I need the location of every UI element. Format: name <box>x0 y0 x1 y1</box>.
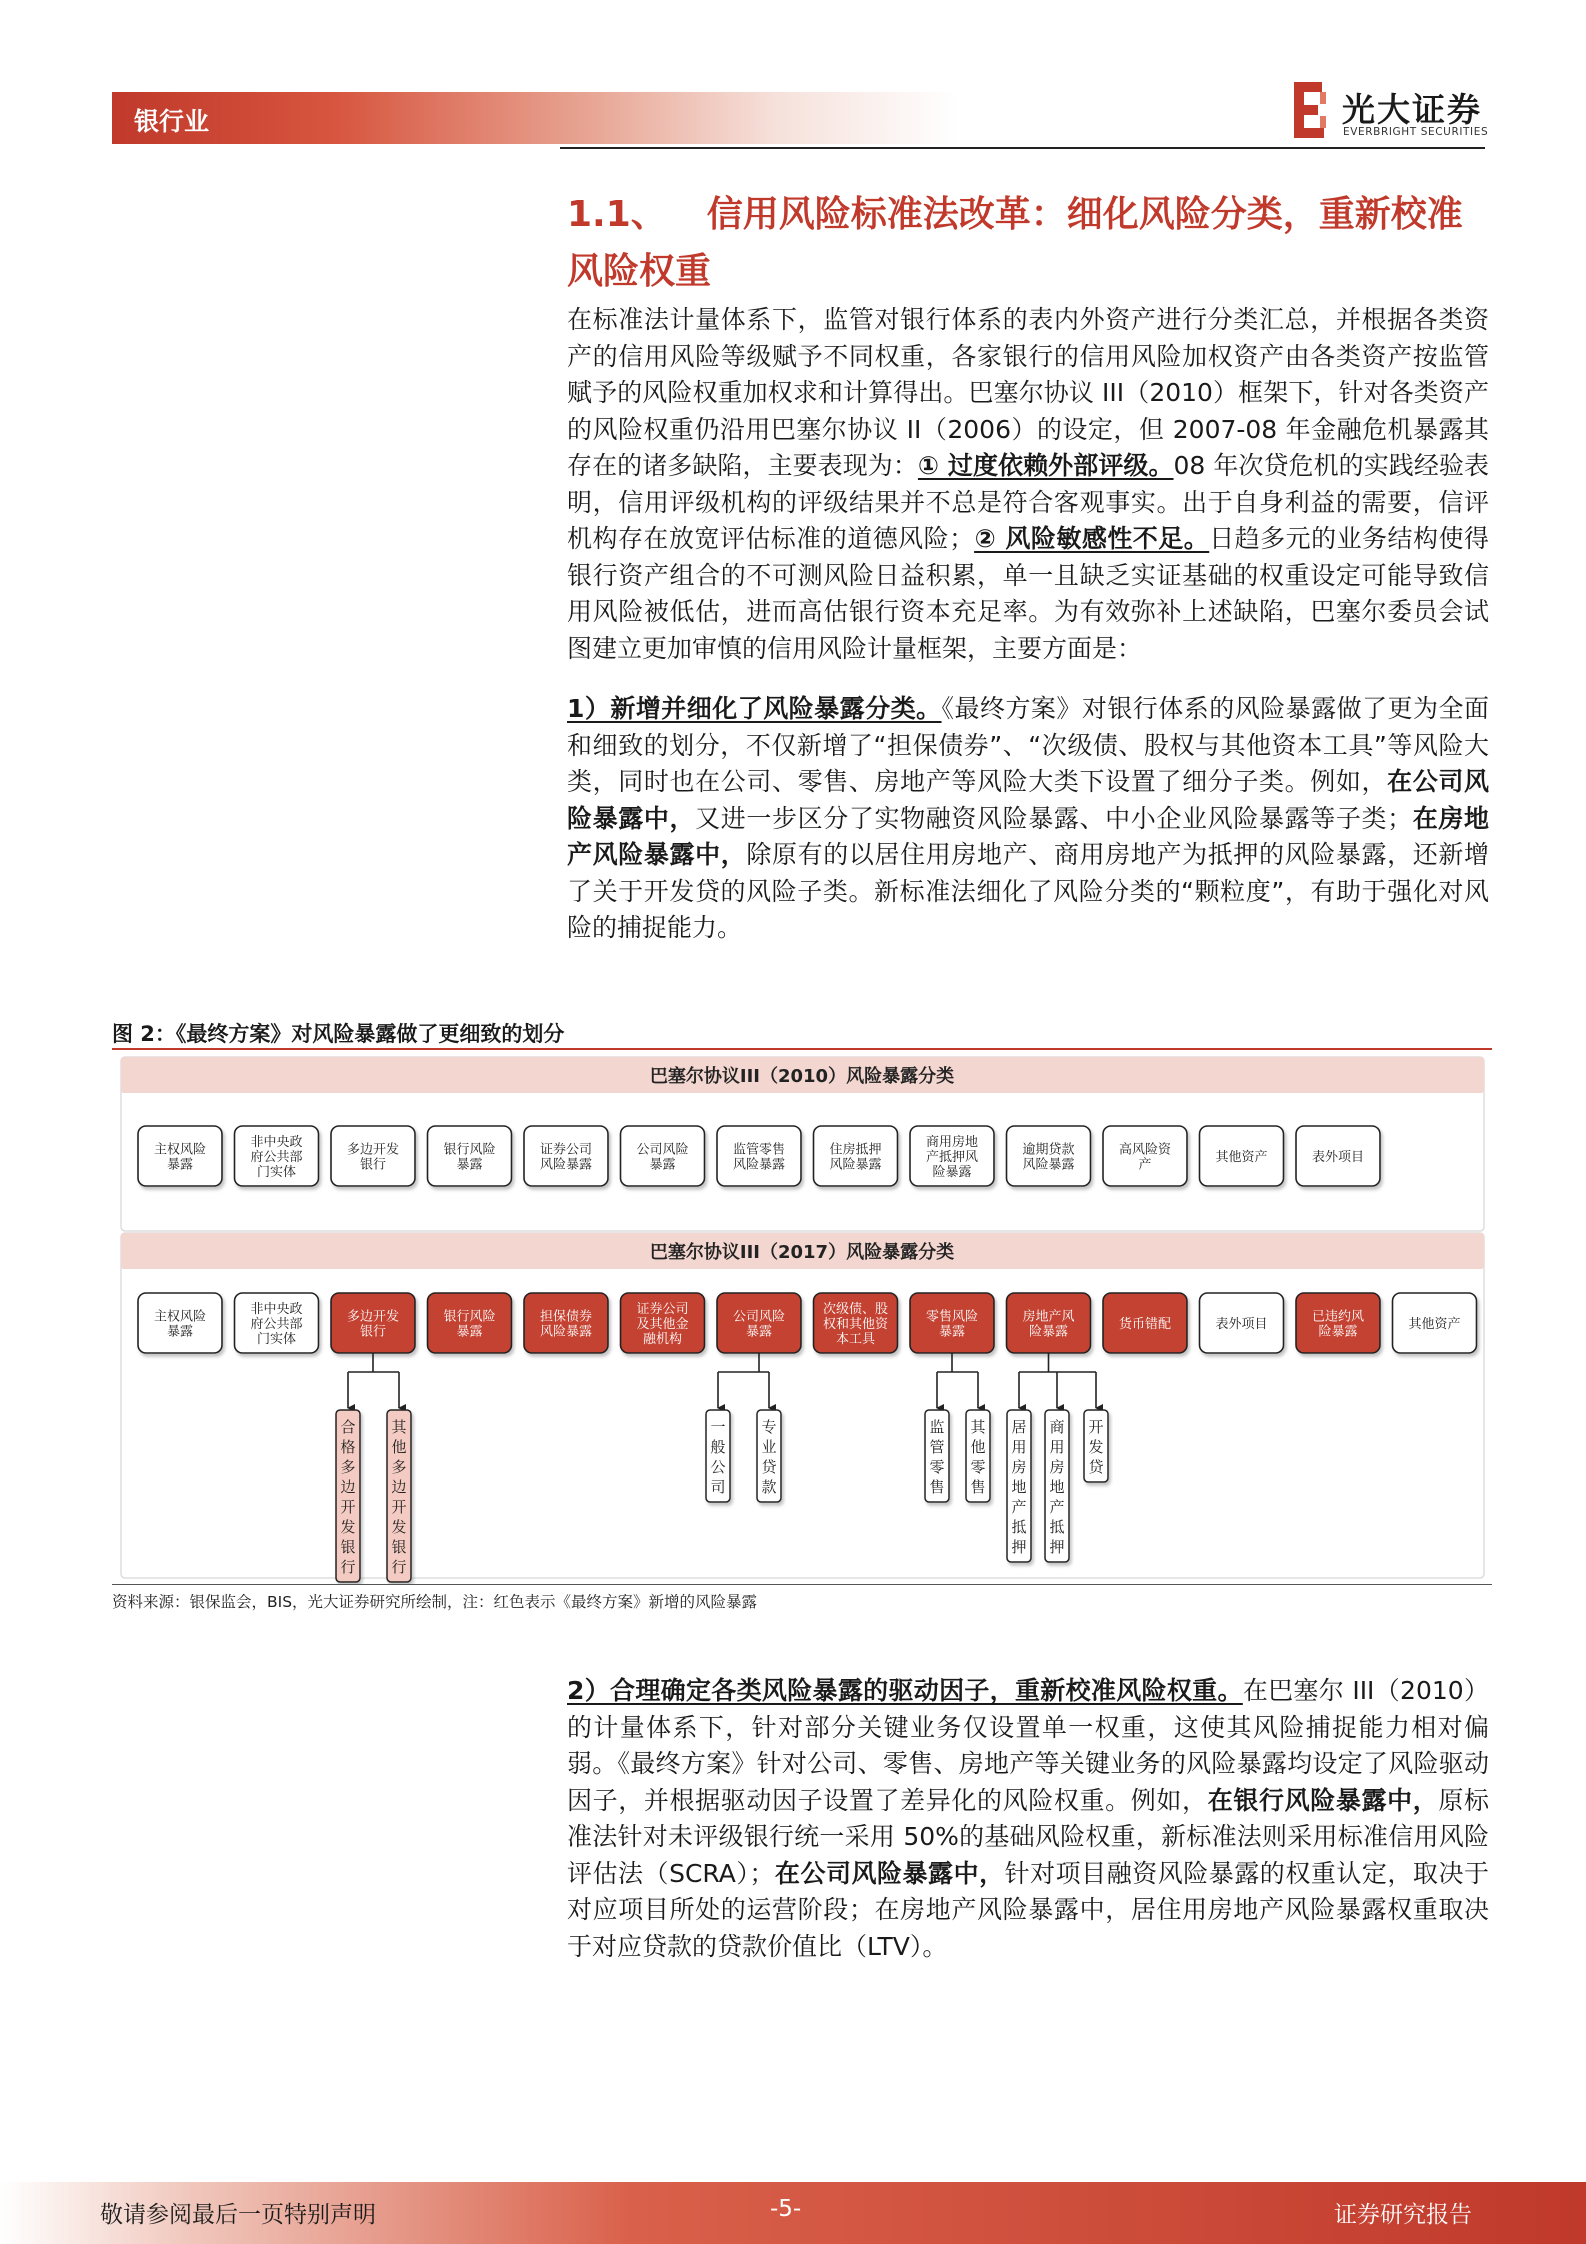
row-2017-box-label: 暴露 <box>456 1324 483 1340</box>
p1-bold-1: ① 过度依赖外部评级。 <box>917 451 1174 480</box>
row-2010-box-label: 多边开发 <box>346 1142 400 1158</box>
row-2010-box <box>331 1126 415 1186</box>
row-2010-box-label: 门实体 <box>256 1165 297 1180</box>
figure-title: 图 2：《最终方案》对风险暴露做了更细致的划分 <box>112 1022 565 1046</box>
row-2010-box-label: 证券公司 <box>539 1142 593 1158</box>
row-2010-box-label: 住房抵押 <box>829 1142 882 1158</box>
row-2017-box-label: 其他资产 <box>1408 1317 1461 1332</box>
figure-diagram <box>112 1050 1492 1584</box>
row-2010-box <box>910 1126 994 1186</box>
row-2017-box-label: 多边开发 <box>346 1309 400 1325</box>
row-2017-box-label: 次级债、股 <box>822 1302 889 1317</box>
row-2017-box <box>428 1293 512 1353</box>
row-2017-box-label: 本工具 <box>835 1332 876 1347</box>
row-2010-box-label: 公司风险 <box>636 1142 689 1158</box>
row-2010-box-label: 风险暴露 <box>829 1157 882 1173</box>
p3-bold-2: 在银行风险暴露中， <box>1207 1785 1439 1815</box>
row-2017-box-label: 货币错配 <box>1118 1317 1172 1332</box>
section-2017-frame <box>121 1233 1484 1578</box>
row-2010-box-label: 监管零售 <box>732 1142 786 1158</box>
row-2010-box-label: 暴露 <box>166 1157 194 1173</box>
row-2010-box-label: 风险暴露 <box>732 1157 786 1173</box>
row-2017-box-label: 险暴露 <box>1318 1324 1358 1340</box>
row-2010-box-label: 风险暴露 <box>539 1157 593 1173</box>
paragraph-3 <box>567 1673 1489 1965</box>
paragraph-2 <box>567 691 1489 947</box>
sub-category-char: 款 <box>761 1478 777 1496</box>
heading-text: 信用风险标准法改革：细化风险分类，重新校准风险权重 <box>567 194 1463 292</box>
row-2017-box <box>1296 1293 1380 1353</box>
row-2010-box-label: 险暴露 <box>932 1165 972 1180</box>
row-2010-box-label: 产 <box>1138 1157 1152 1173</box>
row-2017-box <box>235 1293 319 1353</box>
sub-category-char: 格 <box>340 1438 356 1456</box>
p2-text-3: 除原有的以居住用房地产、商用房地产为抵押的风险暴露，还新增了关于开发贷的风险子类。新标准法细化了风险分类的“颗粒度”，有助于强化对风险的捕捉能力。 <box>567 840 1489 942</box>
p3-bold-3: 在公司风险暴露中， <box>774 1858 1005 1888</box>
sub-category-box <box>336 1410 360 1582</box>
sub-category-char: 房 <box>1049 1458 1065 1476</box>
p2-bold-2: 在公司风险暴露中， <box>567 767 1489 833</box>
row-2017-box <box>1393 1293 1477 1353</box>
sub-category-char: 贷 <box>761 1458 777 1476</box>
sub-category-char: 合 <box>340 1418 356 1436</box>
sub-category-box <box>1045 1410 1069 1562</box>
row-2017-box <box>621 1293 705 1353</box>
sub-category-char: 他 <box>970 1438 986 1456</box>
row-2017-box <box>524 1293 608 1353</box>
sub-category-char: 发 <box>1088 1438 1104 1456</box>
sub-category-char: 其 <box>391 1418 407 1436</box>
banner-2017-label: 巴塞尔协议III（2017）风险暴露分类 <box>649 1242 955 1263</box>
heading-number: 1.1、 <box>567 194 667 235</box>
page-number: -5- <box>770 2196 802 2222</box>
logo-text-en: EVERBRIGHT SECURITIES <box>1343 126 1489 138</box>
row-2017-box-label: 府公共部 <box>250 1317 303 1332</box>
row-2017-box <box>910 1293 994 1353</box>
row-2010-box-label: 银行 <box>359 1157 387 1173</box>
sub-category-char: 行 <box>340 1558 356 1576</box>
row-2017-box <box>717 1293 801 1353</box>
banner-2010-label: 巴塞尔协议III（2010）风险暴露分类 <box>649 1066 955 1087</box>
row-2010-box <box>1296 1126 1380 1186</box>
sub-category-char: 抵 <box>1049 1518 1065 1536</box>
row-2017-box-label: 已违约风 <box>1311 1309 1365 1325</box>
row-2010-box-label: 暴露 <box>456 1157 483 1173</box>
header-rule <box>560 147 1485 149</box>
sub-category-char: 般 <box>710 1438 726 1456</box>
row-2010-box-label: 表外项目 <box>1311 1150 1365 1165</box>
row-2010-box <box>1200 1126 1284 1186</box>
sub-category-char: 售 <box>929 1478 945 1496</box>
sub-category-char: 零 <box>929 1458 945 1476</box>
p2-bold-3: 在房地产风险暴露中， <box>567 803 1489 869</box>
sub-category-char: 其 <box>970 1418 986 1436</box>
sub-category-char: 地 <box>1049 1478 1065 1496</box>
row-2010-box-label: 高风险资 <box>1118 1142 1172 1158</box>
row-2017-box <box>814 1293 898 1353</box>
p1-bold-2: ② 风险敏感性不足。 <box>974 524 1210 553</box>
row-2017-box-label: 及其他金 <box>636 1317 689 1332</box>
row-2017-box-label: 暴露 <box>938 1324 966 1340</box>
sub-category-box <box>706 1410 730 1502</box>
row-2017-box-label: 零售风险 <box>925 1309 979 1325</box>
p2-bold-1: 1）新增并细化了风险暴露分类。 <box>567 694 942 723</box>
sub-category-char: 行 <box>391 1558 407 1576</box>
sub-category-char: 他 <box>391 1438 407 1456</box>
figure-bottom-rule <box>112 1584 1492 1585</box>
row-2010-box <box>235 1126 319 1186</box>
row-2017-box-label: 暴露 <box>745 1324 773 1340</box>
sub-category-char: 开 <box>391 1498 407 1516</box>
sub-category-char: 开 <box>1088 1418 1104 1436</box>
header-band <box>112 92 1120 144</box>
sub-category-char: 用 <box>1049 1438 1065 1456</box>
sub-category-box <box>966 1410 990 1502</box>
sub-category-box <box>387 1410 411 1582</box>
sub-category-char: 产 <box>1049 1498 1065 1516</box>
row-2010-box-label: 逾期贷款 <box>1022 1142 1075 1158</box>
row-2017-box-label: 门实体 <box>256 1332 297 1347</box>
sub-category-char: 管 <box>929 1438 945 1456</box>
p1-text-1: 在标准法计量体系下，监管对银行体系的表内外资产进行分类汇总，并根据各类资产的信用风险等级赋予不同权重，各家银行的信用风险加权资产由各类资产按监管赋予的风险权重加权求和计算得出。巴塞尔协议 III（2010）框架下，针对各类资产的风险权重仍沿用巴塞尔协议 II（2006）的设定，但 2007-08 年金融危机暴露其存在的诸多缺陷，主要表现为： <box>567 305 1489 480</box>
row-2017-box <box>1103 1293 1187 1353</box>
row-2010-box-label: 府公共部 <box>250 1150 303 1165</box>
sub-category-char: 售 <box>970 1478 986 1496</box>
sub-category-char: 开 <box>340 1498 356 1516</box>
row-2010-box-label: 商用房地 <box>925 1135 979 1150</box>
sub-category-char: 公 <box>710 1458 726 1476</box>
p1-text-2: 08 年次贷危机的实践经验表明，信用评级机构的评级结果并不总是符合客观事实。出于自身利益的需要，信评机构存在放宽评估标准的道德风险； <box>567 451 1489 553</box>
section-heading <box>567 186 1497 300</box>
row-2017-box-label: 权和其他资 <box>822 1317 889 1332</box>
sub-category-char: 多 <box>340 1458 356 1476</box>
sub-category-char: 发 <box>391 1518 407 1536</box>
row-2010-box <box>1103 1126 1187 1186</box>
p3-text-1: 在巴塞尔 III（2010）的计量体系下，针对部分关键业务仅设置单一权重，这使其风险捕捉能力相对偏弱。《最终方案》针对公司、零售、房地产等关键业务的风险暴露均设定了风险驱动因子，并根据驱动因子设置了差异化的风险权重。例如， <box>567 1676 1489 1815</box>
sub-category-char: 房 <box>1011 1458 1027 1476</box>
sub-category-char: 司 <box>710 1478 726 1496</box>
sub-category-char: 边 <box>340 1478 356 1496</box>
sub-category-box <box>757 1410 781 1502</box>
section-label: 银行业 <box>134 107 210 136</box>
p3-text-2: 原标准法针对未评级银行统一采用 50%的基础风险权重，新标准法则采用标准信用风险评估法（SCRA）； <box>567 1785 1489 1888</box>
row-2017-box-label: 主权风险 <box>153 1309 207 1325</box>
row-2010-box-label: 暴露 <box>649 1157 676 1173</box>
logo-text-cn: 光大证券 <box>1342 90 1482 129</box>
row-2017-box <box>331 1293 415 1353</box>
sub-category-char: 边 <box>391 1478 407 1496</box>
sub-category-char: 商 <box>1049 1418 1065 1436</box>
p2-text-1: 《最终方案》对银行体系的风险暴露做了更为全面和细致的划分，不仅新增了“担保债券”、“次级债、股权与其他资本工具”等风险大类，同时也在公司、零售、房地产等风险大类下设置了细分子类。例如， <box>567 694 1489 796</box>
logo-icon <box>1292 80 1328 140</box>
sub-category-char: 专 <box>761 1418 777 1436</box>
row-2017-box-label: 非中央政 <box>250 1302 303 1317</box>
sub-category-char: 业 <box>761 1438 777 1456</box>
p3-bold-1: 2）合理确定各类风险暴露的驱动因子，重新校准风险权重。 <box>567 1676 1243 1705</box>
sub-category-box <box>1084 1410 1108 1482</box>
row-2010-box-label: 风险暴露 <box>1022 1157 1075 1173</box>
sub-category-char: 银 <box>340 1538 356 1556</box>
sub-category-char: 地 <box>1011 1478 1027 1496</box>
sub-category-char: 贷 <box>1088 1458 1104 1476</box>
sub-category-char: 银 <box>391 1538 407 1556</box>
row-2010-box <box>1007 1126 1091 1186</box>
sub-category-char: 押 <box>1049 1538 1065 1556</box>
row-2017-box-label: 证券公司 <box>636 1302 689 1317</box>
footer-disclaimer: 敬请参阅最后一页特别声明 <box>100 2202 376 2228</box>
paragraph-1 <box>567 302 1489 667</box>
row-2017-box-label: 银行 <box>359 1324 387 1340</box>
row-2017-box-label: 表外项目 <box>1215 1317 1268 1332</box>
sub-category-char: 用 <box>1011 1438 1027 1456</box>
row-2010-box-label: 非中央政 <box>250 1135 303 1150</box>
footer-report-type: 证券研究报告 <box>1334 2202 1472 2228</box>
sub-category-box <box>1007 1410 1031 1562</box>
p1-text-3: 日趋多元的业务结构使得银行资产组合的不可测风险日益积累，单一且缺乏实证基础的权重设定可能导致信用风险被低估，进而高估银行资本充足率。为有效弥补上述缺陷，巴塞尔委员会试图建立更加审慎的信用风险计量框架，主要方面是： <box>567 524 1489 663</box>
row-2010-box <box>524 1126 608 1186</box>
sub-category-char: 零 <box>970 1458 986 1476</box>
row-2017-box-label: 风险暴露 <box>539 1324 593 1340</box>
row-2017-box-label: 房地产风 <box>1022 1309 1075 1325</box>
row-2017-box-label: 银行风险 <box>443 1309 496 1325</box>
row-2017-box <box>138 1293 222 1353</box>
row-2010-box <box>717 1126 801 1186</box>
sub-category-char: 监 <box>929 1418 945 1436</box>
sub-category-char: 居 <box>1011 1418 1027 1436</box>
row-2017-box-label: 险暴露 <box>1028 1324 1069 1340</box>
sub-category-char: 多 <box>391 1458 407 1476</box>
sub-category-box <box>925 1410 949 1502</box>
p3-text-3: 针对项目融资风险暴露的权重认定，取决于对应项目所处的运营阶段；在房地产风险暴露中，居住用房地产风险暴露权重取决于对应贷款的贷款价值比（LTV）。 <box>567 1858 1489 1961</box>
row-2010-box-label: 银行风险 <box>443 1142 496 1158</box>
row-2017-box <box>1007 1293 1091 1353</box>
p2-text-2: 又进一步区分了实物融资风险暴露、中小企业风险暴露等子类； <box>695 803 1413 833</box>
row-2010-box <box>621 1126 705 1186</box>
row-2010-box <box>428 1126 512 1186</box>
row-2010-box-label: 产抵押风 <box>925 1150 979 1165</box>
row-2017-box-label: 公司风险 <box>732 1309 786 1325</box>
row-2010-box <box>138 1126 222 1186</box>
sub-category-char: 押 <box>1011 1538 1027 1556</box>
row-2017-box-label: 担保债券 <box>539 1309 593 1325</box>
row-2010-box <box>814 1126 898 1186</box>
row-2017-box-label: 融机构 <box>642 1332 683 1347</box>
row-2010-box-label: 其他资产 <box>1215 1150 1268 1165</box>
row-2010-box-label: 主权风险 <box>153 1142 207 1158</box>
sub-category-char: 发 <box>340 1518 356 1536</box>
row-2017-box <box>1200 1293 1284 1353</box>
figure-source: 资料来源：银保监会，BIS，光大证券研究所绘制，注：红色表示《最终方案》新增的风险暴露 <box>112 1593 758 1611</box>
row-2017-box-label: 暴露 <box>166 1324 194 1340</box>
sub-category-char: 产 <box>1011 1498 1027 1516</box>
sub-category-char: 抵 <box>1011 1518 1027 1536</box>
sub-category-char: 一 <box>710 1418 726 1436</box>
